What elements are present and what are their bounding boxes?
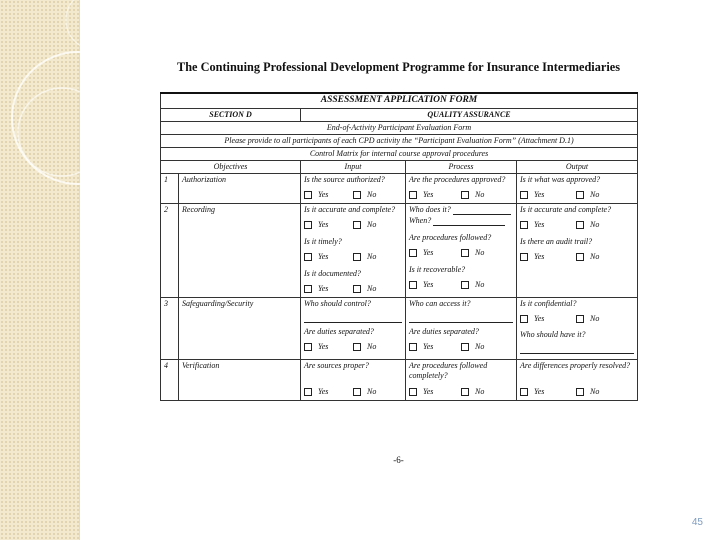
document-title: The Continuing Professional Development Programme for Insurance Intermediaries — [177, 60, 620, 74]
question: Is it confidential? — [520, 298, 577, 308]
yes-checkbox[interactable] — [520, 221, 528, 229]
question: Is it accurate and complete? — [520, 204, 612, 214]
question: When? — [409, 215, 432, 225]
row-number: 3 — [161, 297, 179, 359]
yes-checkbox[interactable] — [304, 388, 312, 396]
no-checkbox[interactable] — [353, 191, 361, 199]
section-label: SECTION D — [161, 108, 301, 121]
question: Are duties separated? — [409, 326, 479, 336]
col-header-process: Process — [406, 160, 517, 173]
yes-checkbox[interactable] — [304, 221, 312, 229]
answer-line[interactable] — [409, 312, 513, 323]
section-name: QUALITY ASSURANCE — [301, 108, 638, 121]
assessment-form — [160, 92, 637, 401]
question: Is it recoverable? — [409, 264, 466, 274]
no-checkbox[interactable] — [576, 388, 584, 396]
row-number: 2 — [161, 203, 179, 297]
row-objective: Verification — [179, 359, 301, 400]
question: Who should have it? — [520, 329, 586, 339]
yes-checkbox[interactable] — [520, 388, 528, 396]
no-checkbox[interactable] — [353, 343, 361, 351]
no-checkbox[interactable] — [576, 221, 584, 229]
yes-checkbox[interactable] — [409, 191, 417, 199]
answer-line[interactable] — [520, 343, 634, 354]
no-checkbox[interactable] — [461, 249, 469, 257]
question: Who does it? — [409, 204, 451, 214]
question: Are duties separated? — [304, 326, 374, 336]
yes-checkbox[interactable] — [409, 343, 417, 351]
yes-checkbox[interactable] — [409, 249, 417, 257]
no-checkbox[interactable] — [461, 281, 469, 289]
answer-line[interactable] — [304, 312, 402, 323]
no-checkbox[interactable] — [353, 285, 361, 293]
yes-checkbox[interactable] — [520, 191, 528, 199]
yes-checkbox[interactable] — [304, 285, 312, 293]
question: Is it accurate and complete? — [304, 204, 396, 214]
slide-number: 45 — [691, 517, 703, 528]
yes-checkbox[interactable] — [520, 315, 528, 323]
page-number: -6- — [393, 455, 404, 465]
yes-checkbox[interactable] — [304, 343, 312, 351]
question: Are differences properly resolved? — [520, 360, 631, 370]
yes-checkbox[interactable] — [409, 281, 417, 289]
yes-checkbox[interactable] — [520, 253, 528, 261]
table-row: 2 Recording Is it accurate and complete? Yes No Is it timely? Yes No Is it documented? Yes No Who does it? When? Are procedures followed? Yes No Is it recoverable? Yes No Is it accurate and complete? Yes No Is there an audit trail? Yes No — [161, 203, 638, 297]
question: Are procedures followed completely? — [409, 360, 488, 380]
row-number: 1 — [161, 173, 179, 203]
no-checkbox[interactable] — [353, 221, 361, 229]
row-objective: Authorization — [179, 173, 301, 203]
form-title: ASSESSMENT APPLICATION FORM — [161, 93, 638, 108]
table-row: 3 Safeguarding/Security Who should control? Are duties separated? Yes No Who can access it? Are duties separated? Yes No Is it confidential? Yes No Who should have it? — [161, 297, 638, 359]
question: Who can access it? — [409, 298, 471, 308]
no-checkbox[interactable] — [461, 191, 469, 199]
question: Are sources proper? — [304, 360, 369, 370]
answer-line[interactable] — [433, 217, 505, 226]
no-checkbox[interactable] — [353, 388, 361, 396]
row-number: 4 — [161, 359, 179, 400]
col-header-input: Input — [301, 160, 406, 173]
no-checkbox[interactable] — [461, 388, 469, 396]
no-checkbox[interactable] — [576, 191, 584, 199]
question: Is it what was approved? — [520, 174, 601, 184]
question: Who should control? — [304, 298, 371, 308]
col-header-output: Output — [517, 160, 638, 173]
answer-line[interactable] — [453, 206, 511, 215]
table-row: 1 Authorization Is the source authorized? Yes No Are the procedures approved? Yes No Is it what was approved? Yes No — [161, 173, 638, 203]
row-objective: Recording — [179, 203, 301, 297]
row-objective: Safeguarding/Security — [179, 297, 301, 359]
question: Are procedures followed? — [409, 232, 492, 242]
col-header-objectives: Objectives — [161, 160, 301, 173]
decorative-arcs — [0, 0, 160, 200]
no-checkbox[interactable] — [576, 315, 584, 323]
question: Is there an audit trail? — [520, 236, 593, 246]
question: Is it documented? — [304, 268, 361, 278]
no-checkbox[interactable] — [576, 253, 584, 261]
question: Are the procedures approved? — [409, 174, 506, 184]
question: Is the source authorized? — [304, 174, 385, 184]
no-checkbox[interactable] — [353, 253, 361, 261]
yes-checkbox[interactable] — [409, 388, 417, 396]
subheading-evaluation: End-of-Activity Participant Evaluation Form — [161, 121, 638, 134]
subheading-instructions: Please provide to all participants of each CPD activity the “Participant Evaluation Form” (Attachment D.1) — [161, 134, 638, 147]
question: Is it timely? — [304, 236, 342, 246]
no-checkbox[interactable] — [461, 343, 469, 351]
yes-checkbox[interactable] — [304, 191, 312, 199]
yes-checkbox[interactable] — [304, 253, 312, 261]
subheading-control-matrix: Control Matrix for internal course approval procedures — [161, 147, 638, 160]
table-row: 4 Verification Are sources proper? Yes No Are procedures followed completely? Yes No Are differences properly resolved? Yes No — [161, 359, 638, 400]
